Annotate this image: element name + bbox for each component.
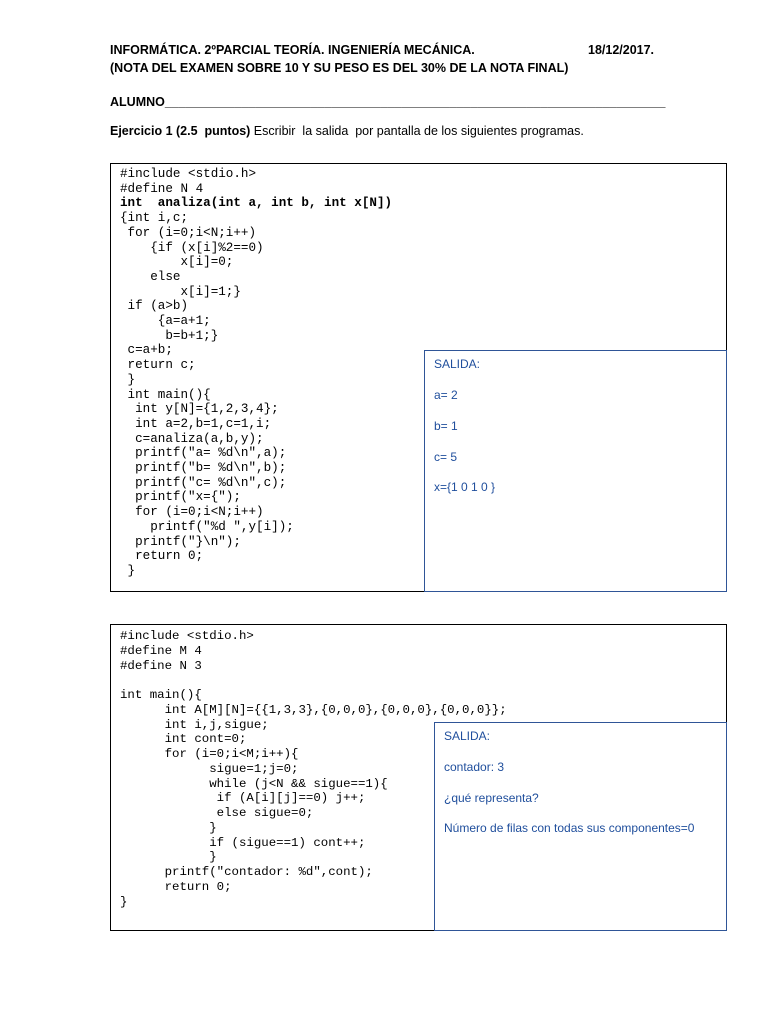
program2-output-line: ¿qué representa? [444, 791, 539, 805]
program2-output-heading: SALIDA: [444, 729, 491, 743]
program1-output-line: x={1 0 1 0 } [434, 480, 496, 494]
program2-output-box [434, 722, 727, 931]
program2-output-line: Número de filas con todas sus componentes=0 [444, 821, 695, 835]
program1-output-line: c= 5 [434, 450, 458, 464]
program1-output-heading: SALIDA: [434, 357, 481, 371]
program2-code: #include <stdio.h> #define M 4 #define N 3 int main(){ int A[M][N]={{1,3,3},{0,0,0},{0,0,0},{0,0,0}}; int i,j,sigue; int cont=0; for (i=0;i<M;i++){ sigue=1;j=0; while (j<N && sigue==1){ if (A[i][j]==0) j++; else sigue=0; } if (sigue==1) cont++; } printf("contador: %d",cont); return 0; } [120, 629, 507, 909]
exam-date: 18/12/2017. [588, 43, 655, 57]
program1-output-line: b= 1 [434, 419, 458, 433]
exam-title: INFORMÁTICA. 2ºPARCIAL TEORÍA. INGENIERÍA MECÁNICA. [110, 43, 475, 57]
exercise-instruction [110, 124, 584, 138]
exam-note: (NOTA DEL EXAMEN SOBRE 10 Y SU PESO ES DEL 30% DE LA NOTA FINAL) [110, 61, 569, 75]
student-name-line: ALUMNO________________________________________________________________________ [110, 95, 666, 109]
program1-output-line: a= 2 [434, 388, 458, 402]
program1-code: #include <stdio.h> #define N 4 int analiza(int a, int b, int x[N]) {int i,c; for (i=0;i<N;i++) {if (x[i]%2==0) x[i]=0; else x[i]=1;} if (a>b) {a=a+1; b=b+1;} c=a+b; return c; } int main(){ int y[N]={1,2,3,4}; int a=2,b=1,c=1,i; c=analiza(a,b,y); printf("a= %d\n",a); printf("b= %d\n",b); printf("c= %d\n",c); printf("x={"); for (i=0;i<N;i++) printf("%d ",y[i]); printf("}\n"); return 0; } [120, 167, 393, 578]
exercise-text: Escribir la salida por pantalla de los siguientes programas. [250, 124, 584, 138]
exercise-label: Ejercicio 1 (2.5 puntos) [110, 124, 251, 138]
program1-output-box [424, 350, 727, 592]
program2-output-line: contador: 3 [444, 760, 505, 774]
